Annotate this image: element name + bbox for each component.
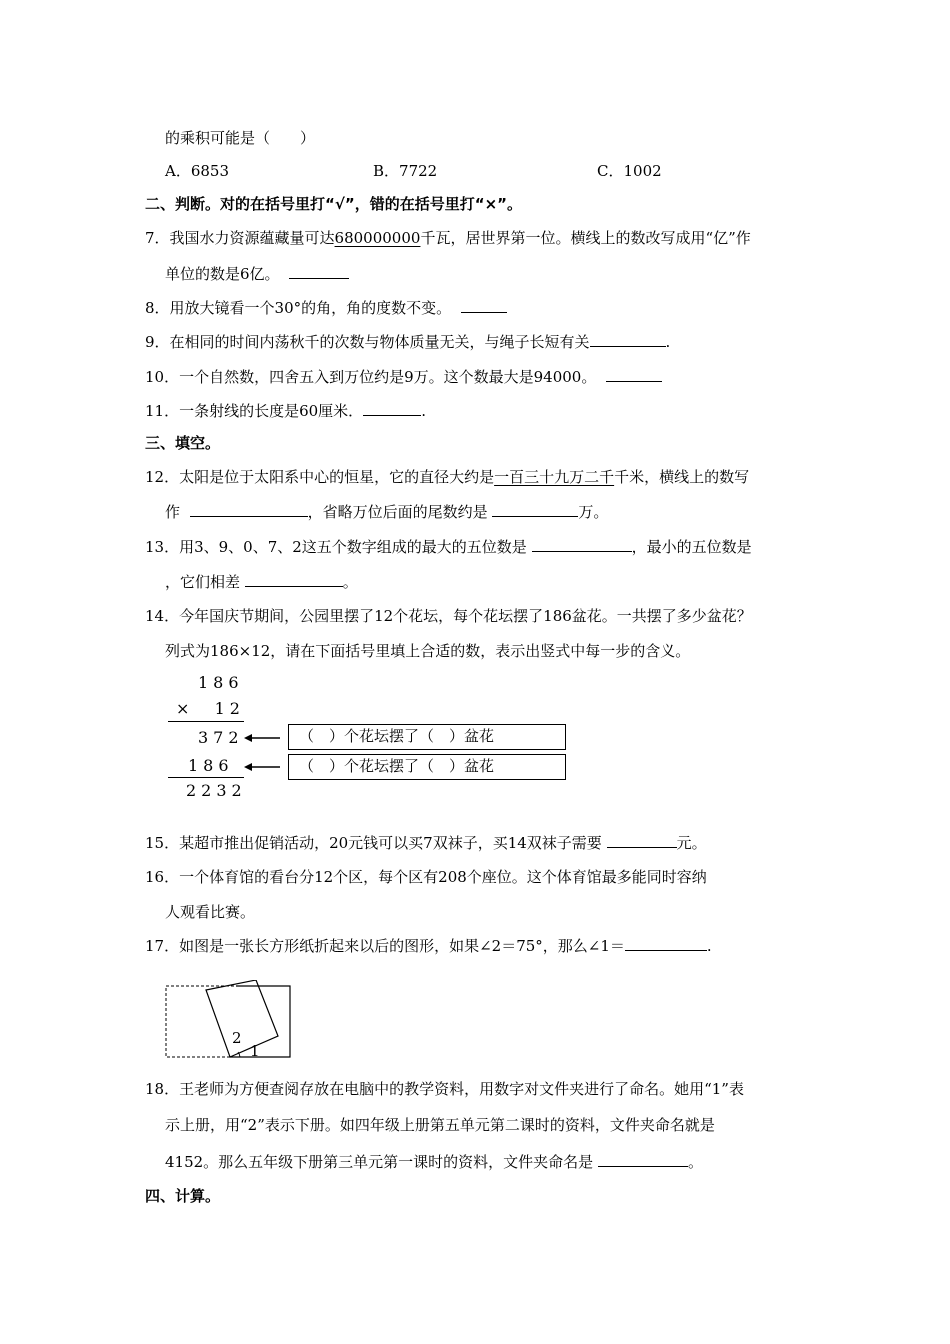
q18-text-line3a: 4152。那么五年级下册第三单元第一课时的资料，文件夹命名是 <box>165 1153 594 1171</box>
q14-line1: 14．今年国庆节期间，公园里摆了12个花坛，每个花坛摆了186盆花。一共摆了多少盆花？ <box>145 607 752 625</box>
q12-line2 <box>165 502 608 522</box>
q15 <box>145 833 707 853</box>
q7-answer-blank[interactable] <box>289 264 349 279</box>
q9-answer-blank[interactable] <box>590 332 666 347</box>
q12-text-b: 千米，横线上的数写 <box>614 468 750 486</box>
q13-line2 <box>165 572 358 592</box>
multiplication-row-partial-1: 372 <box>198 728 244 747</box>
q15-text-b: 元。 <box>676 834 707 852</box>
q10-text: 10．一个自然数，四舍五入到万位约是9万。这个数最大是94000。 <box>145 368 597 386</box>
angle-1-label: 1 <box>250 1042 260 1060</box>
multiplication-line-2 <box>168 777 244 778</box>
q6-option-a: A．6853 <box>165 162 230 180</box>
q18-answer-blank[interactable] <box>598 1152 688 1167</box>
q12-answer-blank-2[interactable] <box>492 502 578 517</box>
q8-text: 8．用放大镜看一个30°的角，角的度数不变。 <box>145 299 452 317</box>
q16-line1: 16．一个体育馆的看台分12个区，每个区有208个座位。这个体育馆最多能同时容纳 <box>145 868 707 886</box>
q13-answer-blank-1[interactable] <box>532 537 632 552</box>
q14-line2: 列式为186×12，请在下面括号里填上合适的数，表示出竖式中每一步的含义。 <box>165 642 691 660</box>
q15-text-a: 15．某超市推出促销活动，20元钱可以买7双袜子，买14双袜子需要 <box>145 834 602 852</box>
q13-text-l2b: 。 <box>342 573 358 591</box>
q13-line1 <box>145 537 752 557</box>
section-2-heading: 二、判断。对的在括号里打“√”，错的在括号里打“×”。 <box>145 195 523 213</box>
q6-option-c: C．1002 <box>597 162 662 180</box>
q7-text-a: 7．我国水力资源蕴藏量可达 <box>145 229 335 247</box>
q17 <box>145 936 712 956</box>
q18-line1: 18．王老师为方便查阅存放在电脑中的教学资料，用数字对文件夹进行了命名。她用“1”表 <box>145 1080 744 1098</box>
q12-text-l2a: 作 <box>165 503 181 521</box>
q17-answer-blank[interactable] <box>625 936 707 951</box>
q7-line2 <box>165 264 349 284</box>
arrow-icons <box>242 728 286 778</box>
q10 <box>145 367 662 387</box>
q12-underlined-number: 一百三十九万二千 <box>494 468 615 486</box>
multiplication-row-product: 2232 <box>186 781 247 800</box>
q18-text-line3b: 。 <box>687 1153 703 1171</box>
angle-2-label: 2 <box>232 1029 242 1047</box>
multiplication-line-1 <box>168 721 244 722</box>
q7-text-b: 千瓦，居世界第一位。横线上的数改写成用“亿”作 <box>420 229 751 247</box>
q12-text-l2c: 万。 <box>578 503 609 521</box>
q17-period: . <box>706 937 712 955</box>
q6-tail: 的乘积可能是（ ） <box>165 129 316 147</box>
q12-text-a: 12．太阳是位于太阳系中心的恒星，它的直径大约是 <box>145 468 495 486</box>
q15-answer-blank[interactable] <box>607 833 677 848</box>
multiplication-row-multiplicand: 186 <box>198 673 244 692</box>
q18-line3 <box>165 1152 703 1172</box>
q9-text: 9．在相同的时间内荡秋千的次数与物体质量无关，与绳子长短有关 <box>145 333 590 351</box>
q12-line1 <box>145 467 749 487</box>
q9-period: . <box>665 333 671 351</box>
q16-line2: 人观看比赛。 <box>165 903 256 921</box>
q13-answer-blank-2[interactable] <box>245 572 343 587</box>
q10-answer-blank[interactable] <box>606 367 662 382</box>
folded-paper-figure <box>160 980 300 1064</box>
q7-line1 <box>145 228 751 248</box>
step-meaning-box-1[interactable]: （ ）个花坛摆了（ ）盆花 <box>288 724 566 750</box>
q8-answer-blank[interactable] <box>461 298 507 313</box>
q9 <box>145 332 670 352</box>
q8 <box>145 298 507 318</box>
q13-text-a: 13．用3、9、0、7、2这五个数字组成的最大的五位数是 <box>145 538 527 556</box>
step-meaning-box-2[interactable]: （ ）个花坛摆了（ ）盆花 <box>288 754 566 780</box>
left-arrow-icon <box>244 763 280 771</box>
q6-option-b: B．7722 <box>373 162 438 180</box>
q12-answer-blank-1[interactable] <box>190 502 308 517</box>
q11-answer-blank[interactable] <box>363 401 421 416</box>
q11 <box>145 401 426 421</box>
section-4-heading: 四、计算。 <box>145 1187 221 1205</box>
left-arrow-icon <box>244 734 280 742</box>
q11-period: . <box>421 402 426 420</box>
q7-underlined-number: 680000000 <box>334 229 421 247</box>
q12-text-l2b: ，省略万位后面的尾数约是 <box>307 503 488 521</box>
multiplication-row-partial-2: 186 <box>188 756 234 775</box>
q11-text: 11．一条射线的长度是60厘米． <box>145 402 364 420</box>
q13-text-b: ，最小的五位数是 <box>631 538 752 556</box>
q18-line2: 示上册，用“2”表示下册。如四年级上册第五单元第二课时的资料，文件夹命名就是 <box>165 1116 715 1134</box>
section-3-heading: 三、填空。 <box>145 434 221 452</box>
q13-text-l2a: ，它们相差 <box>165 573 241 591</box>
q17-text: 17．如图是一张长方形纸折起来以后的图形，如果∠2＝75°，那么∠1＝ <box>145 937 625 955</box>
multiplication-row-multiplier: × 12 <box>176 699 245 718</box>
q7-text-line2: 单位的数是6亿。 <box>165 265 280 283</box>
